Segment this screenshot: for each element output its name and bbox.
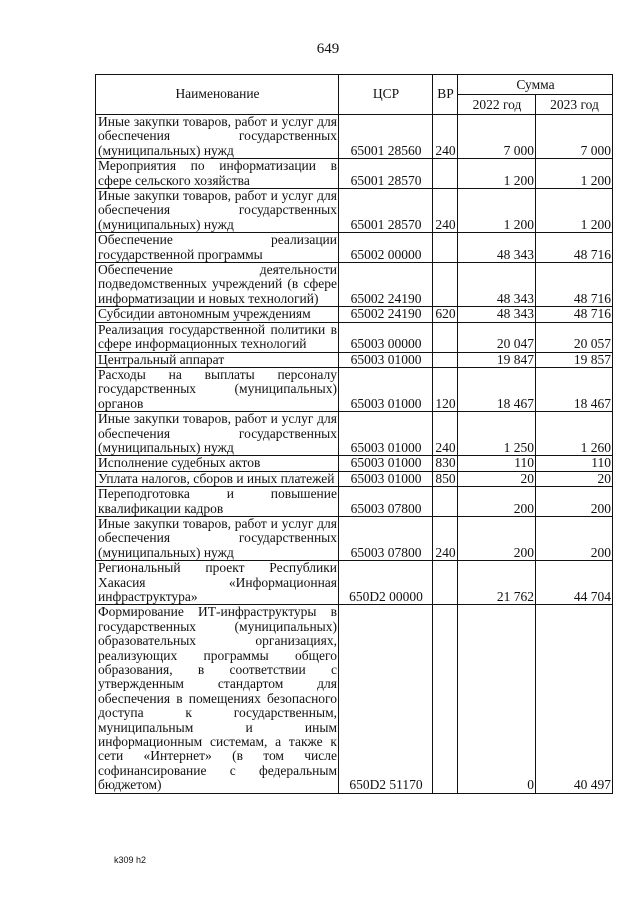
table-row xyxy=(96,605,613,793)
row-vr-cell xyxy=(433,233,458,263)
table-row xyxy=(96,263,613,307)
row-csr-cell: 65002 24190 xyxy=(339,263,433,307)
row-name-cell: Реализация государственной политики в сфере информационных технологий xyxy=(96,322,339,352)
row-vr-cell xyxy=(433,487,458,517)
row-2022-cell: 19 847 xyxy=(458,352,536,367)
table-row xyxy=(96,189,613,233)
row-2022-cell: 20 xyxy=(458,471,536,486)
row-csr-cell: 650D2 51170 xyxy=(339,605,433,793)
table-row xyxy=(96,456,613,471)
row-2023-cell: 48 716 xyxy=(536,263,613,307)
header-year-2022: 2022 год xyxy=(458,95,536,115)
row-2022-cell: 200 xyxy=(458,487,536,517)
row-name-cell: Расходы на выплаты персоналу государственных (муниципальных) органов xyxy=(96,367,339,411)
row-csr-cell: 65003 01000 xyxy=(339,367,433,411)
table-row xyxy=(96,516,613,560)
table-row xyxy=(96,352,613,367)
row-2023-cell: 40 497 xyxy=(536,605,613,793)
row-2023-cell: 18 467 xyxy=(536,367,613,411)
table-body xyxy=(96,115,613,794)
row-csr-cell: 65003 00000 xyxy=(339,322,433,352)
row-vr-cell xyxy=(433,159,458,189)
row-csr-cell: 65003 01000 xyxy=(339,412,433,456)
row-vr-cell xyxy=(433,322,458,352)
row-name-cell: Переподготовка и повышение квалификации кадров xyxy=(96,487,339,517)
row-2022-cell: 1 200 xyxy=(458,189,536,233)
row-vr-cell: 620 xyxy=(433,307,458,322)
row-2023-cell: 44 704 xyxy=(536,561,613,605)
header-csr: ЦСР xyxy=(339,75,433,115)
page-number: 649 xyxy=(316,41,340,57)
row-name-cell: Субсидии автономным учреждениям xyxy=(96,307,339,322)
table-row xyxy=(96,412,613,456)
row-2023-cell: 48 716 xyxy=(536,233,613,263)
table-row xyxy=(96,471,613,486)
row-name-cell: Иные закупки товаров, работ и услуг для обеспечения государственных (муниципальных) нужд xyxy=(96,412,339,456)
row-2022-cell: 1 200 xyxy=(458,159,536,189)
header-vr: ВР xyxy=(433,75,458,115)
row-2023-cell: 7 000 xyxy=(536,115,613,159)
row-vr-cell xyxy=(433,561,458,605)
row-csr-cell: 65003 01000 xyxy=(339,456,433,471)
row-name-cell: Центральный аппарат xyxy=(96,352,339,367)
row-csr-cell: 65001 28570 xyxy=(339,159,433,189)
row-name-cell: Формирование ИТ-инфраструктуры в государственных (муниципальных) образовательных организациях, реализующих программы общего образования, в соответствии с утвержденным стандартом для обеспечения в помещениях безопасного доступа к государственным, муниципальным и иным информационным системам, а также к сети «Интернет» (в том числе софинансирование с федеральным бюджетом) xyxy=(96,605,339,793)
row-2023-cell: 20 057 xyxy=(536,322,613,352)
header-year-2023: 2023 год xyxy=(536,95,613,115)
row-2022-cell: 7 000 xyxy=(458,115,536,159)
footer-code: k309 h2 xyxy=(114,855,147,865)
table-row xyxy=(96,307,613,322)
table-row xyxy=(96,561,613,605)
row-2022-cell: 21 762 xyxy=(458,561,536,605)
budget-table xyxy=(95,74,613,794)
row-csr-cell: 650D2 00000 xyxy=(339,561,433,605)
row-2023-cell: 1 200 xyxy=(536,189,613,233)
row-2022-cell: 18 467 xyxy=(458,367,536,411)
row-name-cell: Иные закупки товаров, работ и услуг для обеспечения государственных (муниципальных) нужд xyxy=(96,189,339,233)
row-name-cell: Уплата налогов, сборов и иных платежей xyxy=(96,471,339,486)
row-2023-cell: 200 xyxy=(536,487,613,517)
row-2022-cell: 48 343 xyxy=(458,263,536,307)
row-vr-cell: 240 xyxy=(433,412,458,456)
table-row xyxy=(96,233,613,263)
row-name-cell: Мероприятия по информатизации в сфере сельского хозяйства xyxy=(96,159,339,189)
row-2022-cell: 48 343 xyxy=(458,233,536,263)
row-2022-cell: 48 343 xyxy=(458,307,536,322)
row-csr-cell: 65001 28570 xyxy=(339,189,433,233)
row-csr-cell: 65003 01000 xyxy=(339,352,433,367)
row-name-cell: Региональный проект Республики Хакасия «Информационная инфраструктура» xyxy=(96,561,339,605)
header-row-top xyxy=(96,75,613,95)
row-vr-cell xyxy=(433,263,458,307)
row-vr-cell: 830 xyxy=(433,456,458,471)
row-2022-cell: 110 xyxy=(458,456,536,471)
row-csr-cell: 65002 00000 xyxy=(339,233,433,263)
row-csr-cell: 65003 01000 xyxy=(339,471,433,486)
row-2023-cell: 48 716 xyxy=(536,307,613,322)
row-2023-cell: 1 200 xyxy=(536,159,613,189)
table-row xyxy=(96,159,613,189)
row-vr-cell: 240 xyxy=(433,516,458,560)
row-2023-cell: 19 857 xyxy=(536,352,613,367)
row-vr-cell: 240 xyxy=(433,189,458,233)
row-name-cell: Иные закупки товаров, работ и услуг для обеспечения государственных (муниципальных) нужд xyxy=(96,516,339,560)
table-row xyxy=(96,322,613,352)
row-2022-cell: 20 047 xyxy=(458,322,536,352)
table-row xyxy=(96,367,613,411)
header-sum: Сумма xyxy=(458,75,613,95)
row-csr-cell: 65001 28560 xyxy=(339,115,433,159)
row-name-cell: Обеспечение деятельности подведомственных учреждений (в сфере информатизации и новых технологий) xyxy=(96,263,339,307)
row-2023-cell: 1 260 xyxy=(536,412,613,456)
row-2023-cell: 110 xyxy=(536,456,613,471)
row-csr-cell: 65003 07800 xyxy=(339,487,433,517)
row-2023-cell: 20 xyxy=(536,471,613,486)
row-vr-cell: 240 xyxy=(433,115,458,159)
header-name: Наименование xyxy=(96,75,339,115)
row-2023-cell: 200 xyxy=(536,516,613,560)
table-row xyxy=(96,115,613,159)
row-csr-cell: 65003 07800 xyxy=(339,516,433,560)
row-vr-cell: 850 xyxy=(433,471,458,486)
row-2022-cell: 0 xyxy=(458,605,536,793)
row-vr-cell: 120 xyxy=(433,367,458,411)
row-name-cell: Исполнение судебных актов xyxy=(96,456,339,471)
row-csr-cell: 65002 24190 xyxy=(339,307,433,322)
table-row xyxy=(96,487,613,517)
row-2022-cell: 200 xyxy=(458,516,536,560)
row-name-cell: Иные закупки товаров, работ и услуг для обеспечения государственных (муниципальных) нужд xyxy=(96,115,339,159)
row-vr-cell xyxy=(433,605,458,793)
row-vr-cell xyxy=(433,352,458,367)
row-2022-cell: 1 250 xyxy=(458,412,536,456)
row-name-cell: Обеспечение реализации государственной программы xyxy=(96,233,339,263)
